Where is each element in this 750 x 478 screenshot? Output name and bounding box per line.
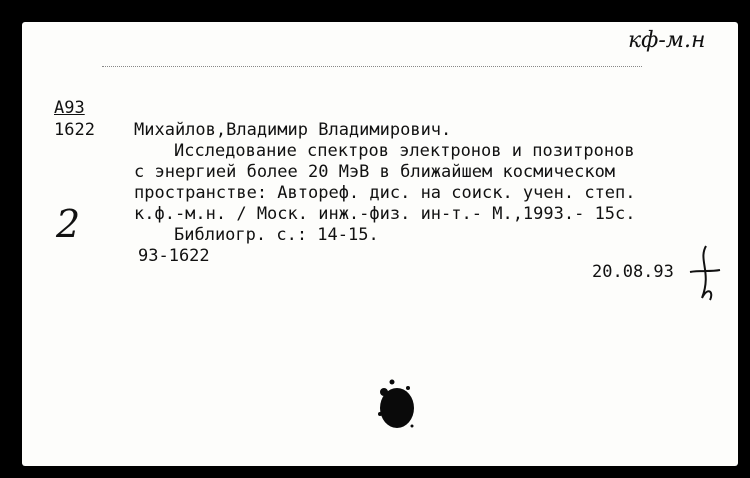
- copies-handwritten-mark: 2: [56, 202, 81, 246]
- top-dotted-line: [102, 66, 642, 67]
- title-line-3: пространстве: Автореф. дис. на соиск. учен. степ.: [134, 183, 636, 203]
- title-line-1: Исследование спектров электронов и позитронов: [174, 141, 635, 161]
- bibliography-note: Библиогр. с.: 14-15.: [174, 225, 379, 245]
- shelf-mark: А93: [54, 98, 85, 118]
- corner-handwritten-note: кф-м.н: [628, 28, 706, 53]
- call-number: 1622: [54, 120, 95, 140]
- title-line-2: с энергией более 20 МэВ в ближайшем космическом: [134, 162, 616, 182]
- catalog-card: [22, 22, 738, 466]
- title-line-4: к.ф.-м.н. / Моск. инж.-физ. ин-т.- М.,1993.- 15с.: [134, 204, 636, 224]
- author-line: Михайлов,Владимир Владимирович.: [134, 120, 452, 140]
- date-stamp: 20.08.93: [592, 262, 674, 282]
- ink-blot-icon: [370, 374, 420, 434]
- handwritten-signature: [684, 242, 724, 302]
- accession-number: 93-1622: [138, 246, 210, 266]
